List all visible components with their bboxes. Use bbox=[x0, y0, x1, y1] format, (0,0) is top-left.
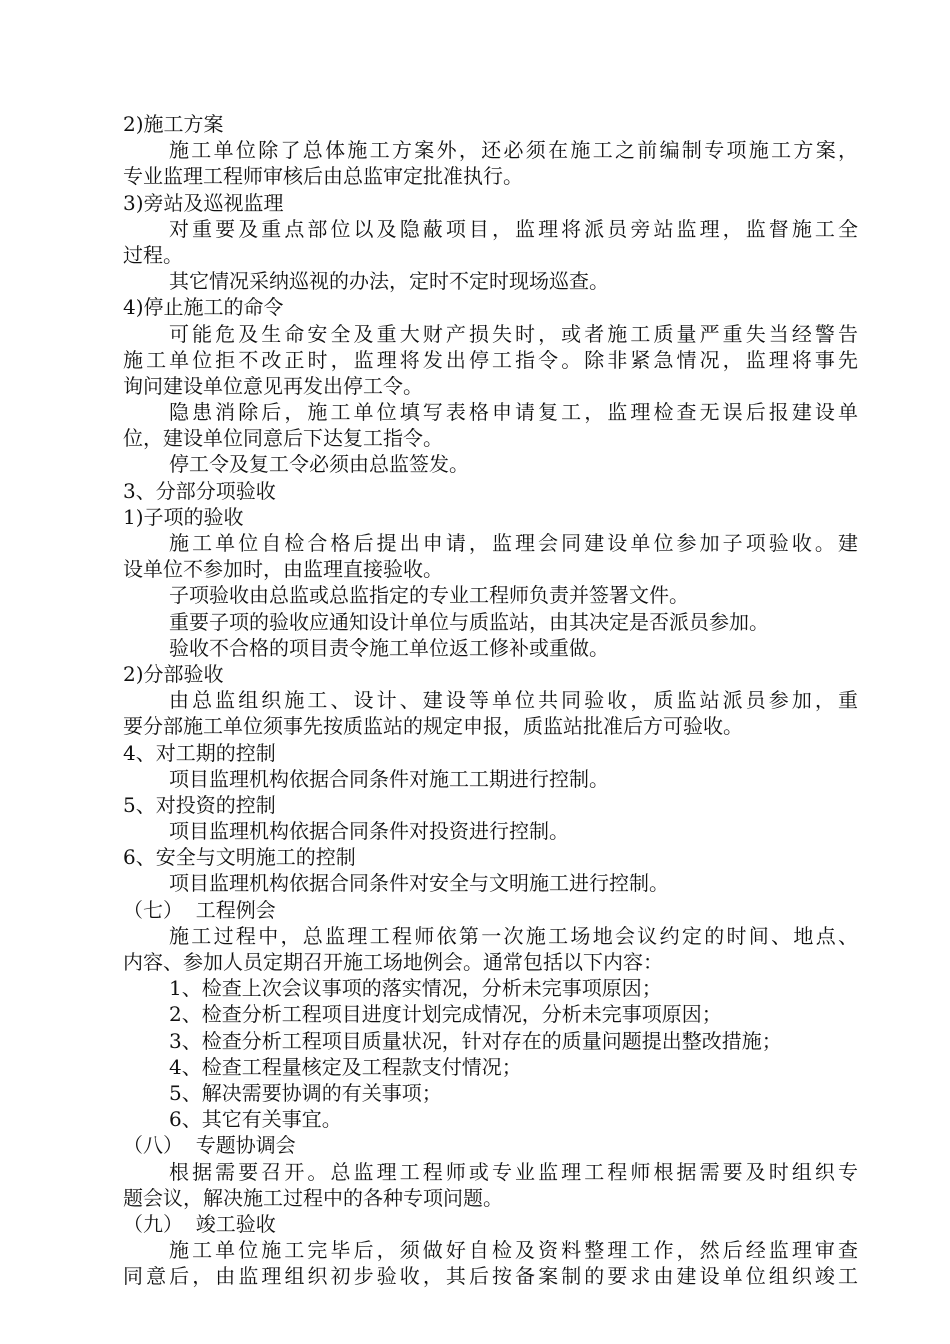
text-line: 施工过程中，总监理工程师依第一次施工场地会议约定的时间、地点、 bbox=[169, 923, 858, 948]
text-line: 要分部施工单位须事先按质监站的规定申报，质监站批准后方可验收。 bbox=[123, 714, 743, 739]
text-line: 3、检查分析工程项目质量状况，针对存在的质量问题提出整改措施； bbox=[169, 1028, 782, 1053]
text-line: （七） 工程例会 bbox=[123, 897, 276, 922]
text-line: 隐患消除后，施工单位填写表格申请复工，监理检查无误后报建设单 bbox=[169, 400, 858, 425]
text-line: 4、对工期的控制 bbox=[123, 740, 276, 765]
text-line: 2、检查分析工程项目进度计划完成情况，分析未完事项原因； bbox=[169, 1002, 722, 1027]
text-line: 3、分部分项验收 bbox=[123, 478, 276, 503]
text-line: 施工单位施工完毕后，须做好自检及资料整理工作，然后经监理审查 bbox=[169, 1238, 858, 1263]
text-line: （九） 竣工验收 bbox=[123, 1211, 276, 1236]
text-line: 施工单位拒不改正时，监理将发出停工指令。除非紧急情况，监理将事先 bbox=[123, 347, 858, 372]
text-line: 5、对投资的控制 bbox=[123, 792, 276, 817]
text-line: 题会议，解决施工过程中的各种专项问题。 bbox=[123, 1185, 503, 1210]
text-line: 可能危及生命安全及重大财产损失时，或者施工质量严重失当经警告 bbox=[169, 321, 858, 346]
text-line: 子项验收由总监或总监指定的专业工程师负责并签署文件。 bbox=[169, 583, 689, 608]
document-body bbox=[123, 111, 858, 1289]
text-line: 设单位不参加时，由监理直接验收。 bbox=[123, 557, 443, 582]
text-line: 过程。 bbox=[123, 242, 183, 267]
text-line: 项目监理机构依据合同条件对施工工期进行控制。 bbox=[169, 766, 609, 791]
text-line: 6、其它有关事宜。 bbox=[169, 1107, 342, 1132]
text-line: 1)子项的验收 bbox=[123, 504, 244, 529]
text-line: 项目监理机构依据合同条件对安全与文明施工进行控制。 bbox=[169, 871, 669, 896]
text-line: 1、检查上次会议事项的落实情况，分析未完事项原因； bbox=[169, 976, 662, 1001]
text-line: 4、检查工程量核定及工程款支付情况； bbox=[169, 1054, 522, 1079]
text-line: 2)施工方案 bbox=[123, 112, 224, 136]
text-line: 项目监理机构依据合同条件对投资进行控制。 bbox=[169, 819, 569, 844]
text-line: 内容、参加人员定期召开施工场地例会。通常包括以下内容： bbox=[123, 950, 663, 974]
text-line: （八） 专题协调会 bbox=[123, 1133, 296, 1158]
text-line: 其它情况采纳巡视的办法，定时不定时现场巡查。 bbox=[169, 269, 609, 294]
text-line: 3)旁站及巡视监理 bbox=[123, 190, 284, 215]
text-line: 2)分部验收 bbox=[123, 661, 224, 686]
text-line: 根据需要召开。总监理工程师或专业监理工程师根据需要及时组织专 bbox=[169, 1159, 858, 1184]
text-line: 由总监组织施工、设计、建设等单位共同验收，质监站派员参加，重 bbox=[169, 688, 858, 713]
text-line: 专业监理工程师审核后由总监审定批准执行。 bbox=[123, 164, 523, 189]
text-line: 施工单位除了总体施工方案外，还必须在施工之前编制专项施工方案， bbox=[169, 138, 858, 163]
text-line: 4)停止施工的命令 bbox=[123, 295, 284, 320]
text-line: 对重要及重点部位以及隐蔽项目，监理将派员旁站监理，监督施工全 bbox=[169, 216, 858, 241]
text-line: 施工单位自检合格后提出申请，监理会同建设单位参加子项验收。建 bbox=[169, 531, 858, 555]
text-line: 5、解决需要协调的有关事项； bbox=[169, 1080, 442, 1105]
text-line: 6、安全与文明施工的控制 bbox=[123, 845, 356, 870]
text-line: 询问建设单位意见再发出停工令。 bbox=[123, 373, 423, 398]
text-line: 同意后，由监理组织初步验收，其后按备案制的要求由建设单位组织竣工 bbox=[123, 1264, 858, 1289]
text-line: 重要子项的验收应通知设计单位与质监站，由其决定是否派员参加。 bbox=[169, 609, 769, 634]
text-line: 验收不合格的项目责令施工单位返工修补或重做。 bbox=[169, 635, 609, 660]
text-line: 位，建设单位同意后下达复工指令。 bbox=[123, 426, 443, 451]
text-line: 停工令及复工令必须由总监签发。 bbox=[169, 452, 469, 477]
